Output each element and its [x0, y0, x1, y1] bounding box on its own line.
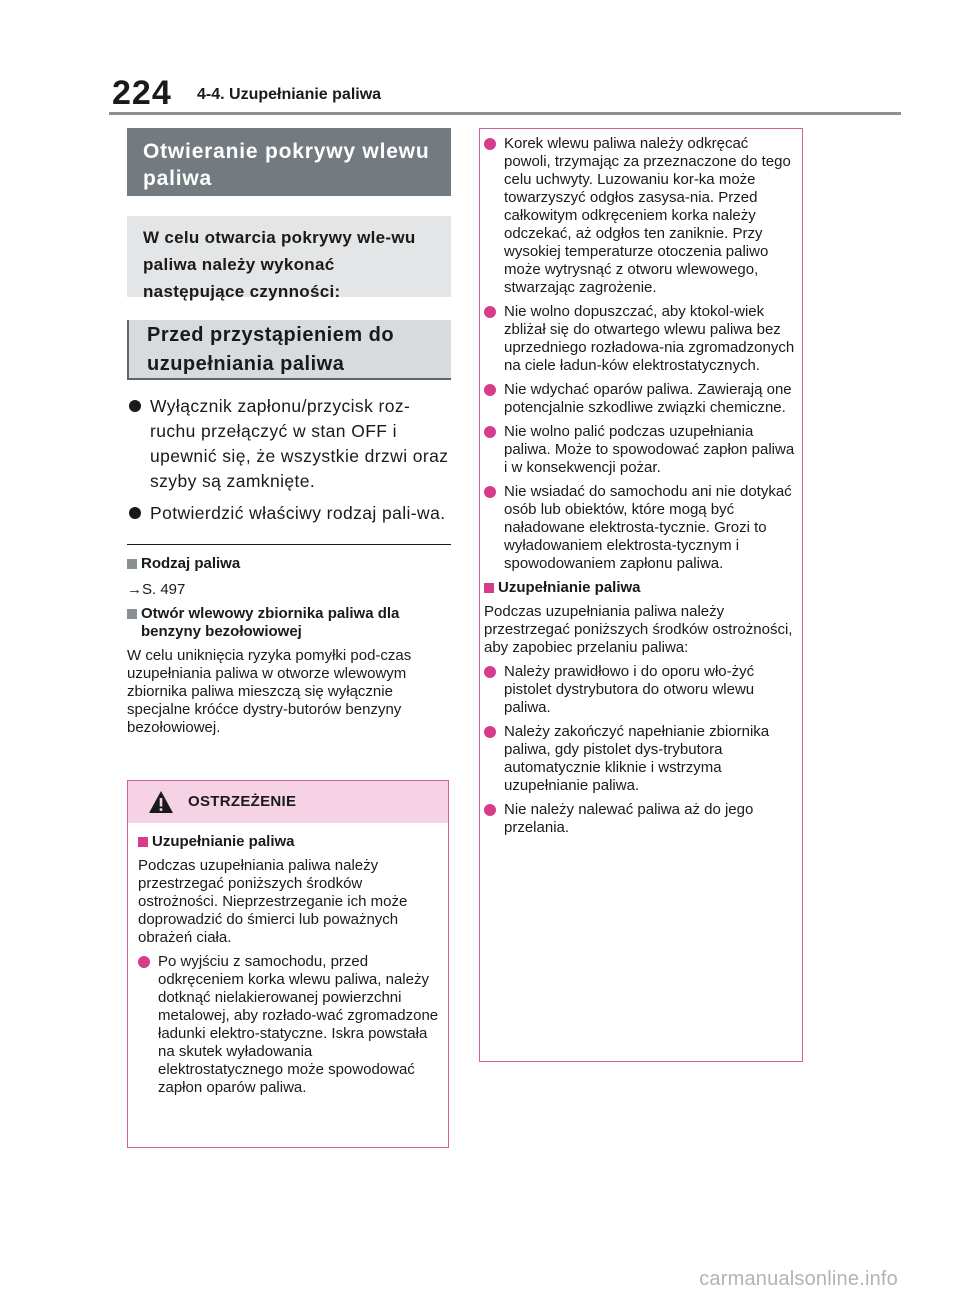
fuel-type-heading: [127, 555, 451, 573]
list-item-text: Po wyjściu z samochodu, przed odkręceniem korka wlewu paliwa, należy dotknąć nielakierowanej powierzchni metalowej, aby rozłado-wać zgromadzone ładunki elektro-statyczne. Iskra powstała na skutek wyładowania elektrostatycznego może spowodować zapłon oparów paliwa.: [158, 953, 439, 1096]
section-title: 4-4. Uzupełnianie paliwa: [197, 86, 382, 103]
page-number: 224: [112, 74, 172, 112]
warning-heading: [138, 833, 440, 851]
bullet-icon: [129, 400, 141, 412]
page-reference-link[interactable]: →S. 497: [127, 581, 186, 598]
refuel-heading-text: Uzupełnianie paliwa: [498, 579, 641, 596]
list-item: [138, 953, 440, 1097]
warning-continued-body: [480, 129, 802, 837]
list-item: [484, 801, 796, 837]
list-item: [484, 303, 796, 375]
section-heading-box: Otwieranie pokrywy wlewu paliwa: [127, 128, 451, 196]
inlet-heading: [127, 605, 451, 641]
fuel-type-section: [127, 555, 451, 737]
left-column: [127, 128, 451, 737]
watermark: carmanualsonline.info: [699, 1268, 898, 1290]
fuel-type-heading-text: Rodzaj paliwa: [141, 555, 241, 572]
bullet-icon: [129, 507, 141, 519]
list-item: [484, 663, 796, 717]
list-item: [127, 501, 451, 526]
warning-continued-box: [479, 128, 803, 1062]
bullet-icon: [484, 426, 496, 438]
list-item-text: Nie wdychać oparów paliwa. Zawierają one potencjalnie szkodliwe związki chemiczne.: [504, 381, 792, 416]
header-rule: [109, 112, 901, 115]
list-item-text: Należy zakończyć napełnianie zbiornika paliwa, gdy pistolet dys-trybutora automatycznie kliknie i wstrzyma uzupełnianie paliwa.: [504, 723, 770, 794]
list-item-text: Nie wolno palić podczas uzupełniania paliwa. Może to spowodować zapłon paliwa i w konsekwencji pożar.: [504, 423, 795, 476]
list-item-text: Należy prawidłowo i do oporu wło-żyć pistolet dystrybutora do otworu wlewu paliwa.: [504, 663, 755, 716]
list-item: [484, 423, 796, 477]
warning-body: [128, 823, 448, 1097]
bullet-icon: [484, 138, 496, 150]
square-bullet-icon: [127, 559, 137, 569]
list-item: [127, 394, 451, 494]
list-item: [484, 381, 796, 417]
warning-header: [128, 781, 448, 823]
bullet-icon: [484, 666, 496, 678]
main-bullet-list: [127, 394, 451, 526]
bullet-icon: [484, 486, 496, 498]
warning-intro: Podczas uzupełniania paliwa należy przestrzegać poniższych środków ostrożności. Nieprzestrzeganie ich może doprowadzić do śmierci lub poważnych obrażeń ciała.: [138, 857, 408, 946]
warning-box: [127, 780, 449, 1148]
list-item: [484, 483, 796, 573]
list-item-text: Nie należy nalewać paliwa aż do jego przelania.: [504, 801, 754, 836]
list-item-text: Nie wsiadać do samochodu ani nie dotykać osób lub obiektów, które mogą być naładowane elektrosta-tycznie. Grozi to wyładowaniem elektrosta-tycznym i spowodowaniem zapłonu paliwa.: [504, 483, 792, 572]
subsection-heading-box: Przed przystąpieniem do uzupełniania paliwa: [127, 320, 451, 380]
warning-heading-text: Uzupełnianie paliwa: [152, 833, 295, 850]
square-bullet-icon: [138, 837, 148, 847]
divider: [127, 544, 451, 545]
list-item: [484, 723, 796, 795]
warning-title: OSTRZEŻENIE: [188, 793, 297, 810]
list-item-text: Nie wolno dopuszczać, aby ktokol-wiek zbliżał się do otwartego wlewu paliwa bez uprzedniego rozładowa-nia zgromadzonych na ciele ładun-ków elektrostatycznych.: [504, 303, 795, 374]
page-header: [0, 0, 960, 120]
list-item-text: Korek wlewu paliwa należy odkręcać powoli, trzymając za przeznaczone do tego celu uchwyty. Luzowaniu kor-ka może towarzyszyć odgłos zasysa-nia. Przed całkowitym odkręceniem korka należy odczekać, aż odgłos ten zaniknie. Przy wysokiej temperaturze otoczenia paliwo może wytrysnąć z otworu wlewowego, stwarzając zagrożenie.: [504, 135, 791, 296]
square-bullet-icon: [127, 609, 137, 619]
bullet-icon: [484, 306, 496, 318]
intro-box: W celu otwarcia pokrywy wle-wu paliwa należy wykonać następujące czynności:: [127, 216, 451, 297]
refuel-intro: Podczas uzupełniania paliwa należy przestrzegać poniższych środków ostrożności, aby zapobiec przelaniu paliwa:: [484, 603, 793, 656]
inlet-heading-text: Otwór wlewowy zbiornika paliwa dla benzyny bezołowiowej: [141, 605, 400, 640]
refuel-heading: [484, 579, 796, 597]
square-bullet-icon: [484, 583, 494, 593]
list-item-text: Potwierdzić właściwy rodzaj pali-wa.: [150, 503, 446, 523]
warning-triangle-icon: [148, 790, 174, 814]
list-item: [484, 135, 796, 297]
bullet-icon: [484, 726, 496, 738]
bullet-icon: [484, 384, 496, 396]
inlet-text: W celu uniknięcia ryzyka pomyłki pod-czas uzupełniania paliwa w otworze wlewowym zbiornika paliwa mieszczą się wyłącznie specjalne króćce dystry-butorów benzyny bezołowiowej.: [127, 647, 412, 736]
list-item-text: Wyłącznik zapłonu/przycisk roz-ruchu przełączyć w stan OFF i upewnić się, że wszystkie drzwi oraz szyby są zamknięte.: [150, 396, 449, 491]
bullet-icon: [484, 804, 496, 816]
bullet-icon: [138, 956, 150, 968]
